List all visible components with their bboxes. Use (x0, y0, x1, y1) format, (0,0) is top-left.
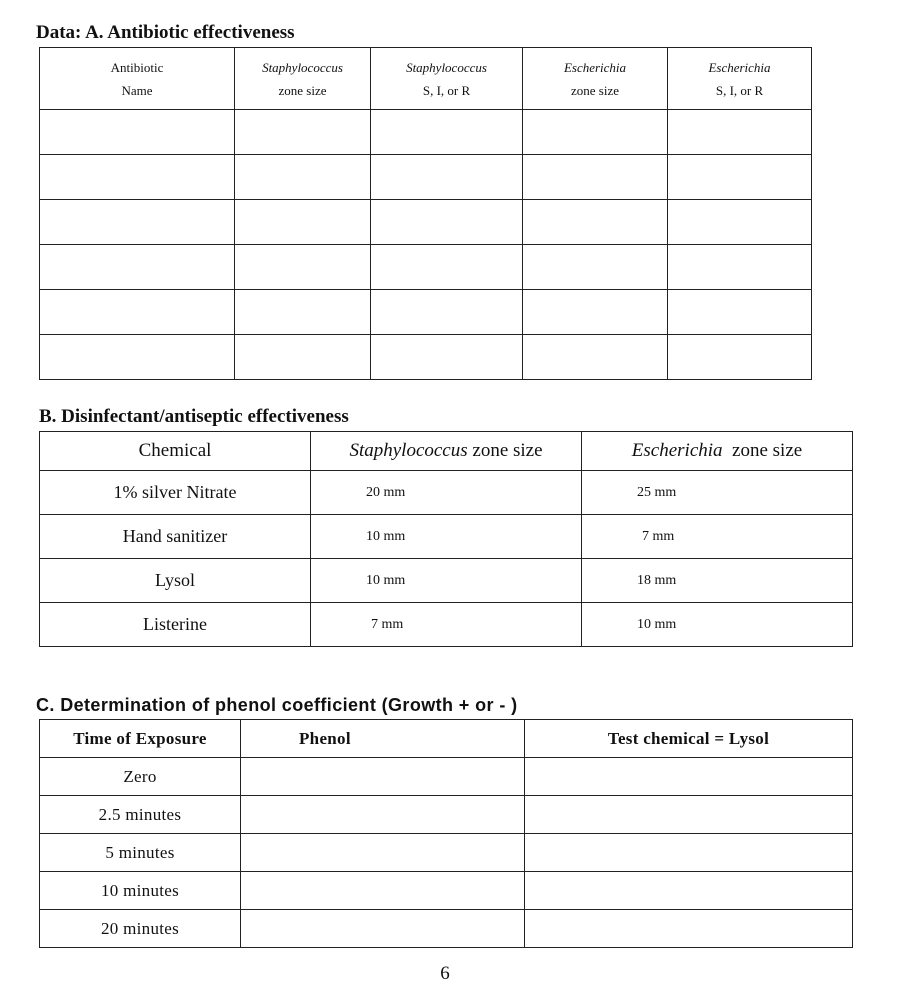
header-staph-sir: Staphylococcus S, I, or R (371, 48, 523, 110)
antibiotic-name-cell[interactable] (40, 335, 235, 380)
ecoli-zone-cell[interactable] (523, 290, 668, 335)
staph-sir-cell[interactable] (371, 245, 523, 290)
header-time-of-exposure: Time of Exposure (40, 720, 241, 758)
antibiotic-table-header (40, 48, 812, 110)
ecoli-zone-value[interactable]: 7 mm (582, 515, 853, 559)
header-ecoli-zone-size: Escherichia zone size (582, 432, 853, 471)
table-row (40, 603, 853, 647)
staph-zone-cell[interactable] (235, 200, 371, 245)
staph-zone-cell[interactable] (235, 335, 371, 380)
antibiotic-table (39, 47, 812, 380)
time-cell: 5 minutes (40, 834, 241, 872)
header-ecoli-zone: Escherichia zone size (523, 48, 668, 110)
antibiotic-name-cell[interactable] (40, 110, 235, 155)
phenol-growth-cell[interactable] (241, 872, 525, 910)
ecoli-zone-value[interactable]: 25 mm (582, 471, 853, 515)
ecoli-zone-value[interactable]: 10 mm (582, 603, 853, 647)
ecoli-zone-value[interactable]: 18 mm (582, 559, 853, 603)
ecoli-zone-cell[interactable] (523, 155, 668, 200)
table-row (40, 200, 812, 245)
phenol-coefficient-table (39, 719, 853, 948)
header-staph-zone: Staphylococcus zone size (235, 48, 371, 110)
page-number: 6 (440, 963, 450, 984)
time-cell: 10 minutes (40, 872, 241, 910)
antibiotic-name-cell[interactable] (40, 155, 235, 200)
staph-sir-cell[interactable] (371, 110, 523, 155)
table-row (40, 471, 853, 515)
antibiotic-name-cell[interactable] (40, 200, 235, 245)
chemical-cell: 1% silver Nitrate (40, 471, 311, 515)
header-chemical: Chemical (40, 432, 311, 471)
disinfectant-table-header (40, 432, 853, 471)
ecoli-zone-cell[interactable] (523, 335, 668, 380)
table-row (40, 559, 853, 603)
staph-zone-value[interactable]: 10 mm (311, 559, 582, 603)
disinfectant-table (39, 431, 853, 647)
staph-zone-value[interactable]: 7 mm (311, 603, 582, 647)
section-a-title: Data: A. Antibiotic effectiveness (36, 22, 295, 43)
staph-zone-cell[interactable] (235, 290, 371, 335)
staph-sir-cell[interactable] (371, 200, 523, 245)
header-test-chemical: Test chemical = Lysol (525, 720, 853, 758)
staph-sir-cell[interactable] (371, 335, 523, 380)
staph-zone-cell[interactable] (235, 110, 371, 155)
section-c-title: C. Determination of phenol coefficient (Growth + or - ) (36, 695, 518, 715)
table-row (40, 872, 853, 910)
table-row (40, 834, 853, 872)
antibiotic-name-cell[interactable] (40, 245, 235, 290)
ecoli-zone-cell[interactable] (523, 245, 668, 290)
table-row (40, 290, 812, 335)
antibiotic-name-cell[interactable] (40, 290, 235, 335)
ecoli-sir-cell[interactable] (668, 155, 812, 200)
lysol-growth-cell[interactable] (525, 872, 853, 910)
table-row (40, 155, 812, 200)
table-row (40, 515, 853, 559)
chemical-cell: Hand sanitizer (40, 515, 311, 559)
staph-sir-cell[interactable] (371, 155, 523, 200)
header-phenol: Phenol (241, 720, 525, 758)
phenol-growth-cell[interactable] (241, 834, 525, 872)
table-row (40, 335, 812, 380)
lysol-growth-cell[interactable] (525, 910, 853, 948)
ecoli-zone-cell[interactable] (523, 200, 668, 245)
ecoli-sir-cell[interactable] (668, 245, 812, 290)
chemical-cell: Listerine (40, 603, 311, 647)
phenol-table-header (40, 720, 853, 758)
ecoli-sir-cell[interactable] (668, 200, 812, 245)
table-row (40, 110, 812, 155)
header-antibiotic-name: Antibiotic Name (40, 48, 235, 110)
phenol-growth-cell[interactable] (241, 796, 525, 834)
phenol-growth-cell[interactable] (241, 758, 525, 796)
chemical-cell: Lysol (40, 559, 311, 603)
ecoli-sir-cell[interactable] (668, 335, 812, 380)
ecoli-sir-cell[interactable] (668, 110, 812, 155)
staph-zone-cell[interactable] (235, 155, 371, 200)
table-row (40, 245, 812, 290)
staph-zone-value[interactable]: 10 mm (311, 515, 582, 559)
header-ecoli-sir: Escherichia S, I, or R (668, 48, 812, 110)
time-cell: 2.5 minutes (40, 796, 241, 834)
time-cell: Zero (40, 758, 241, 796)
phenol-growth-cell[interactable] (241, 910, 525, 948)
lysol-growth-cell[interactable] (525, 796, 853, 834)
table-row (40, 796, 853, 834)
lysol-growth-cell[interactable] (525, 834, 853, 872)
staph-zone-cell[interactable] (235, 245, 371, 290)
staph-sir-cell[interactable] (371, 290, 523, 335)
table-row (40, 758, 853, 796)
ecoli-zone-cell[interactable] (523, 110, 668, 155)
time-cell: 20 minutes (40, 910, 241, 948)
header-staph-zone-size: Staphylococcus zone size (311, 432, 582, 471)
lysol-growth-cell[interactable] (525, 758, 853, 796)
section-b-title: B. Disinfectant/antiseptic effectiveness (39, 406, 349, 427)
staph-zone-value[interactable]: 20 mm (311, 471, 582, 515)
table-row (40, 910, 853, 948)
ecoli-sir-cell[interactable] (668, 290, 812, 335)
